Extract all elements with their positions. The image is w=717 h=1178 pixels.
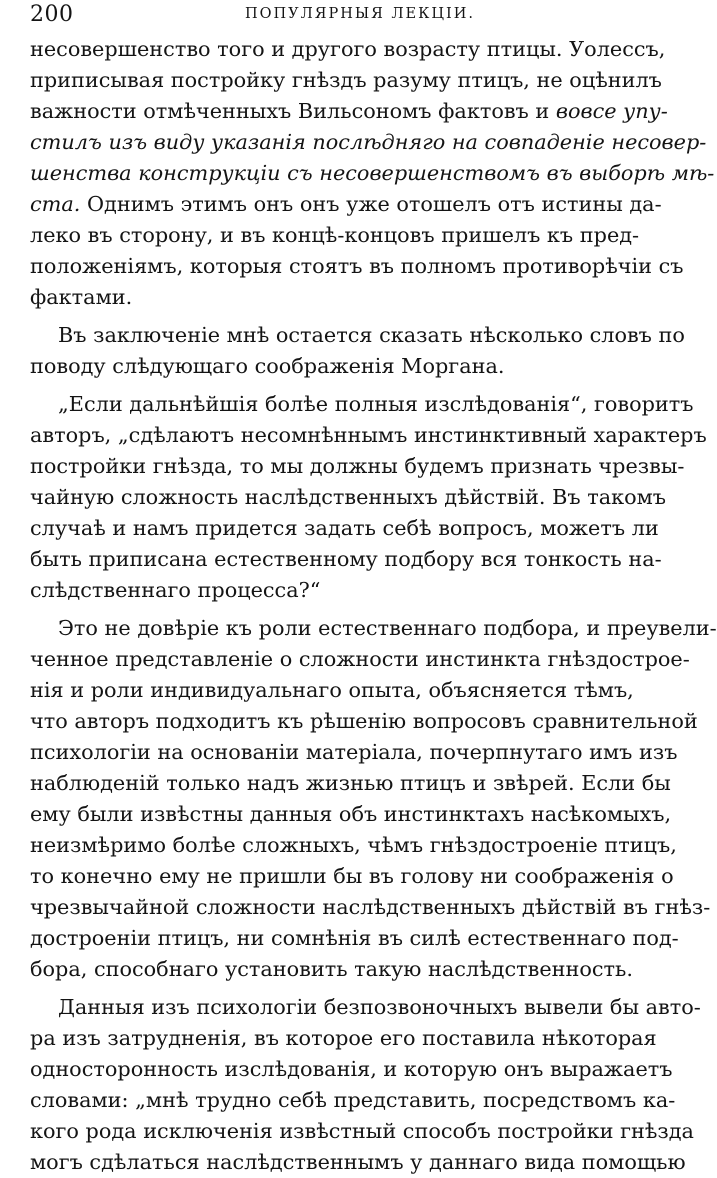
running-title: ПОПУЛЯРНЫЯ ЛЕКЦІИ. [245,6,475,22]
text-line: постройки гнѣзда, то мы должны будемъ признать чрезвы- [30,454,685,478]
text-line: приписывая постройку гнѣздъ разуму птицъ, не оцѣнилъ [30,68,662,92]
text-line: односторонность изслѣдованія, и которую онъ выражаетъ [30,1057,673,1081]
paragraph-5 [30,992,701,1178]
text-line: Данныя изъ психологіи безпозвоночныхъ вывели бы авто- [58,995,701,1019]
text-line: что авторъ подходитъ къ рѣшенію вопросовъ сравнительной [30,709,698,733]
paragraph-1 [30,34,715,313]
text-line: кого рода исключенія извѣстный способъ постройки гнѣзда [30,1119,694,1143]
paragraph-3-quote [30,389,707,606]
text-line: могъ сдѣлаться наслѣдственнымъ у даннаго вида помощью [30,1150,686,1174]
text-line: быть приписана естественному подбору вся тонкость на- [30,547,662,571]
text-line: авторъ, „сдѣлаютъ несомнѣннымъ инстинктивный характеръ [30,423,707,447]
text-line: чайную сложность наслѣдственныхъ дѣйствій. Въ такомъ [30,485,667,509]
text-line: достроеніи птицъ, ни сомнѣнія въ силѣ естественнаго под- [30,926,679,950]
paragraph-2 [30,320,685,382]
italic-text-run: вовсе упу- [555,99,668,123]
text-line: ему были извѣстны данныя объ инстинктахъ насѣкомыхъ, [30,802,672,826]
text-line: психологіи на основаніи матеріала, почерпнутаго имъ изъ [30,740,678,764]
text-line: случаѣ и намъ придется задать себѣ вопросъ, можетъ ли [30,516,659,540]
text-line: словами: „мнѣ трудно себѣ представить, посредствомъ ка- [30,1088,676,1112]
text-line [30,189,662,220]
text-line [30,96,668,127]
text-line: фактами. [30,285,133,309]
text-line: наблюденій только надъ жизнью птицъ и звѣрей. Если бы [30,771,671,795]
text-line: леко въ сторону, и въ концѣ-концовъ пришелъ къ пред- [30,223,640,247]
italic-text-line: стилъ изъ виду указанія послѣдняго на совпаденіе несовер- [30,130,707,154]
text-line: „Если дальнѣйшія болѣе полныя изслѣдованія“, говоритъ [58,392,694,416]
text-line: слѣдственнаго процесса?“ [30,578,321,602]
paragraph-4 [30,613,717,985]
text-line: положеніямъ, которыя стоятъ въ полномъ противорѣчіи съ [30,254,684,278]
text-line: бора, способнаго установить такую наслѣдственность. [30,957,633,981]
page-number: 200 [30,2,74,27]
text-run: Однимъ этимъ онъ онъ уже отошелъ отъ истины да- [80,192,662,216]
italic-text-run: ста. [30,192,81,216]
text-line: чрезвычайной сложности наслѣдственныхъ дѣйствій въ гнѣз- [30,895,711,919]
text-run: важности отмѣченныхъ Вильсономъ фактовъ и [30,99,556,123]
text-line: поводу слѣдующаго соображенія Моргана. [30,354,505,378]
italic-text-line: шенства конструкціи съ несовершенствомъ въ выборѣ мѣ- [30,161,715,185]
text-line: Въ заключеніе мнѣ остается сказать нѣсколько словъ по [58,323,685,347]
body-text [30,34,717,1178]
text-line: неизмѣримо болѣе сложныхъ, чѣмъ гнѣздостроеніе птицъ, [30,833,677,857]
page-header [30,0,600,28]
text-line: ченное представленіе о сложности инстинкта гнѣздострое- [30,647,690,671]
text-line: несовершенство того и другого возрасту птицы. Уолессъ, [30,37,666,61]
text-line: нія и роли индивидуальнаго опыта, объясняется тѣмъ, [30,678,634,702]
text-line: то конечно ему не пришли бы въ голову ни соображенія о [30,864,674,888]
text-line: Это не довѣріе къ роли естественнаго подбора, и преувели- [58,616,717,640]
text-line: ра изъ затрудненія, въ которое его поставила нѣкоторая [30,1026,657,1050]
